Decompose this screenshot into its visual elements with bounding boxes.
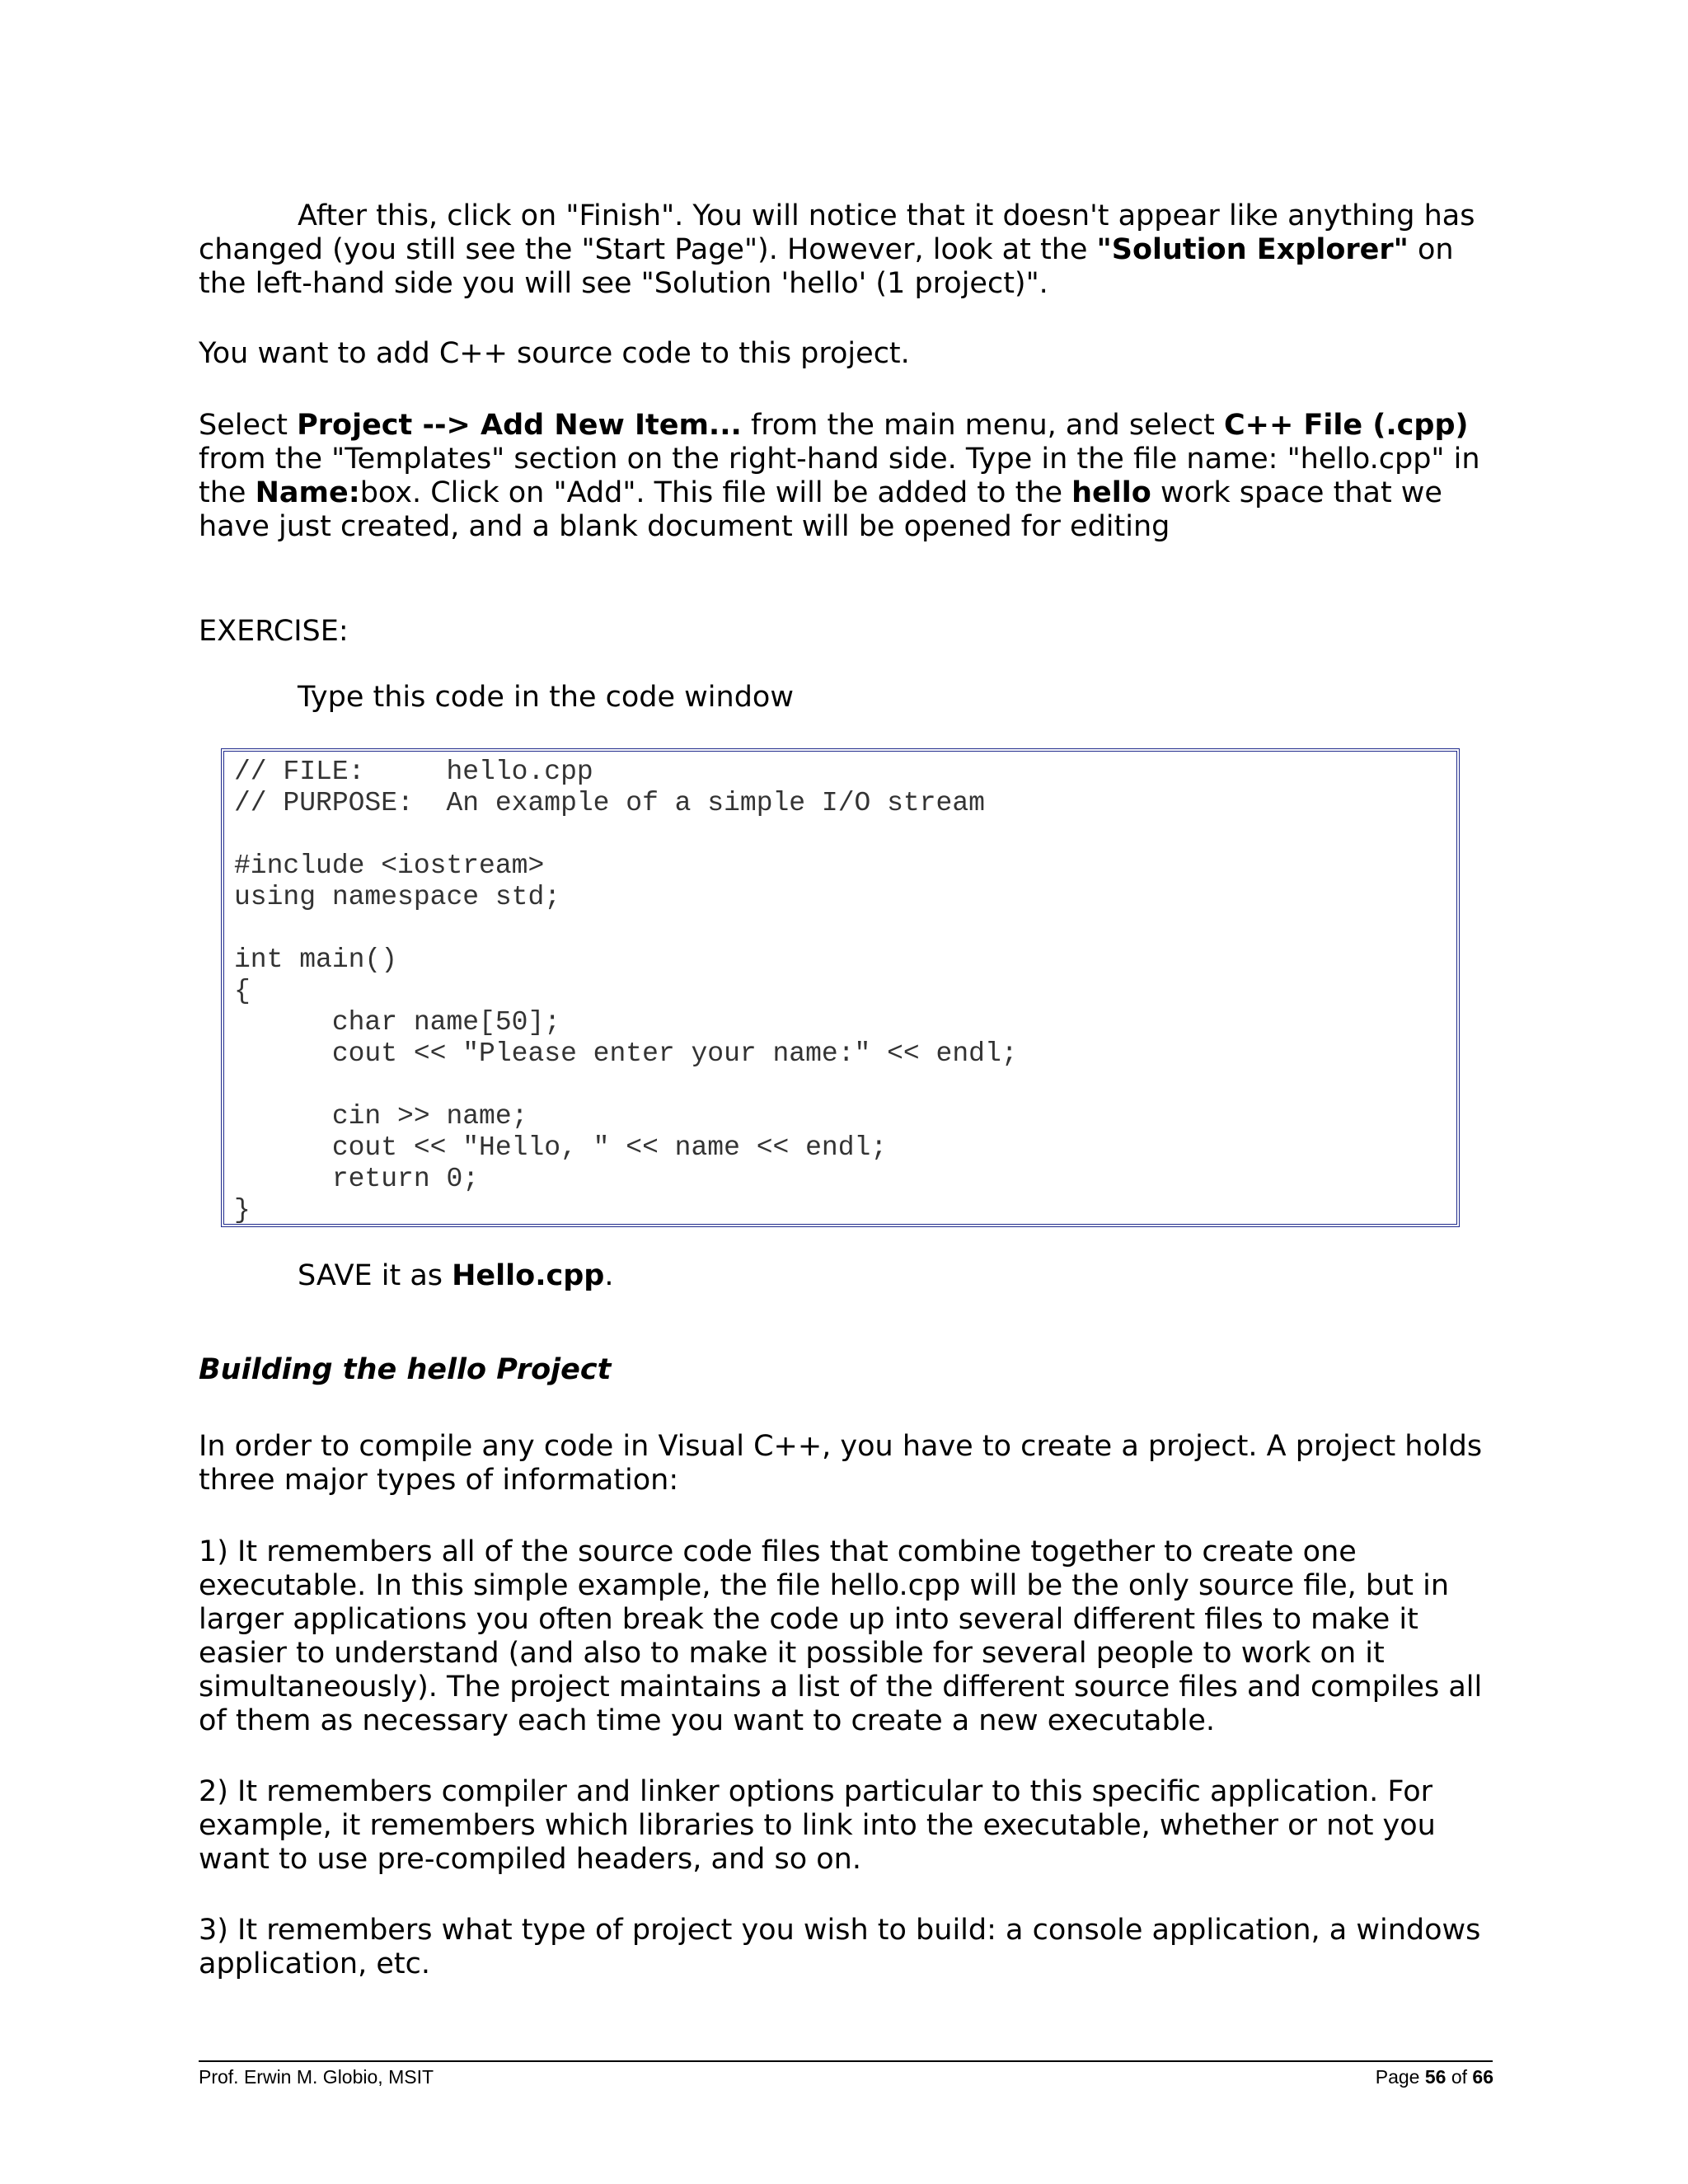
footer-divider bbox=[199, 2060, 1493, 2062]
menu-path-term: Project --> Add New Item... bbox=[297, 409, 742, 442]
code-listing: // FILE: hello.cpp // PURPOSE: An example of a simple I/O stream #include <iostream> using namespace std; int main() { char name[50]; cout << "Please enter your name:" << endl; cin >> name; cout << "Hello, " << name << endl; return 0; } bbox=[234, 757, 1018, 1226]
name-box-term: Name: bbox=[255, 476, 360, 509]
paragraph-finish: After this, click on "Finish". You will notice that it doesn't appear like anything has changed (you still see the "Start Page"). However, look at the "Solution Explorer" on the left-hand side you will see "Solution 'hello' (1 project)". bbox=[199, 199, 1475, 300]
code-block bbox=[221, 748, 1460, 1227]
paragraph-project-info: In order to compile any code in Visual C++, you have to create a project. A project holds three major types of information: bbox=[199, 1430, 1483, 1497]
save-instruction: SAVE it as Hello.cpp. bbox=[298, 1259, 614, 1292]
footer-page-number: Page 56 of 66 bbox=[1375, 2066, 1493, 2088]
list-item-3: 3) It remembers what type of project you wish to build: a console application, a windows application, etc. bbox=[199, 1914, 1481, 1980]
list-item-2: 2) It remembers compiler and linker options particular to this specific application. For example, it remembers which libraries to link into the executable, whether or not you want to use pre-compiled headers, and so on. bbox=[199, 1775, 1436, 1876]
exercise-instruction: Type this code in the code window bbox=[298, 681, 794, 714]
save-filename: Hello.cpp bbox=[452, 1259, 605, 1292]
list-item-1: 1) It remembers all of the source code files that combine together to create one executable. In this simple example, the file hello.cpp will be the only source file, but in larger applications you often break the code up into several different files to make it easier to understand (and also to make it possible for several people to work on it simultaneously). The project maintains a list of the different source files and compiles all of them as necessary each time you want to create a new executable. bbox=[199, 1535, 1483, 1737]
paragraph-add-new-item: Select Project --> Add New Item... from the main menu, and select C++ File (.cpp) from the "Templates" section on the right-hand side. Type in the file name: "hello.cpp" in the Name:box. Click on "Add". This file will be added to the hello work space that we have just created, and a blank document will be opened for editing bbox=[199, 409, 1480, 543]
section-heading: Building the hello Project bbox=[199, 1353, 612, 1386]
solution-explorer-term: "Solution Explorer" bbox=[1096, 233, 1409, 266]
hello-term: hello bbox=[1071, 476, 1151, 509]
cpp-file-term: C++ File (.cpp) bbox=[1224, 409, 1469, 442]
footer-author: Prof. Erwin M. Globio, MSIT bbox=[199, 2066, 434, 2088]
paragraph-add-source: You want to add C++ source code to this project. bbox=[199, 337, 910, 370]
exercise-label: EXERCISE: bbox=[199, 615, 349, 648]
